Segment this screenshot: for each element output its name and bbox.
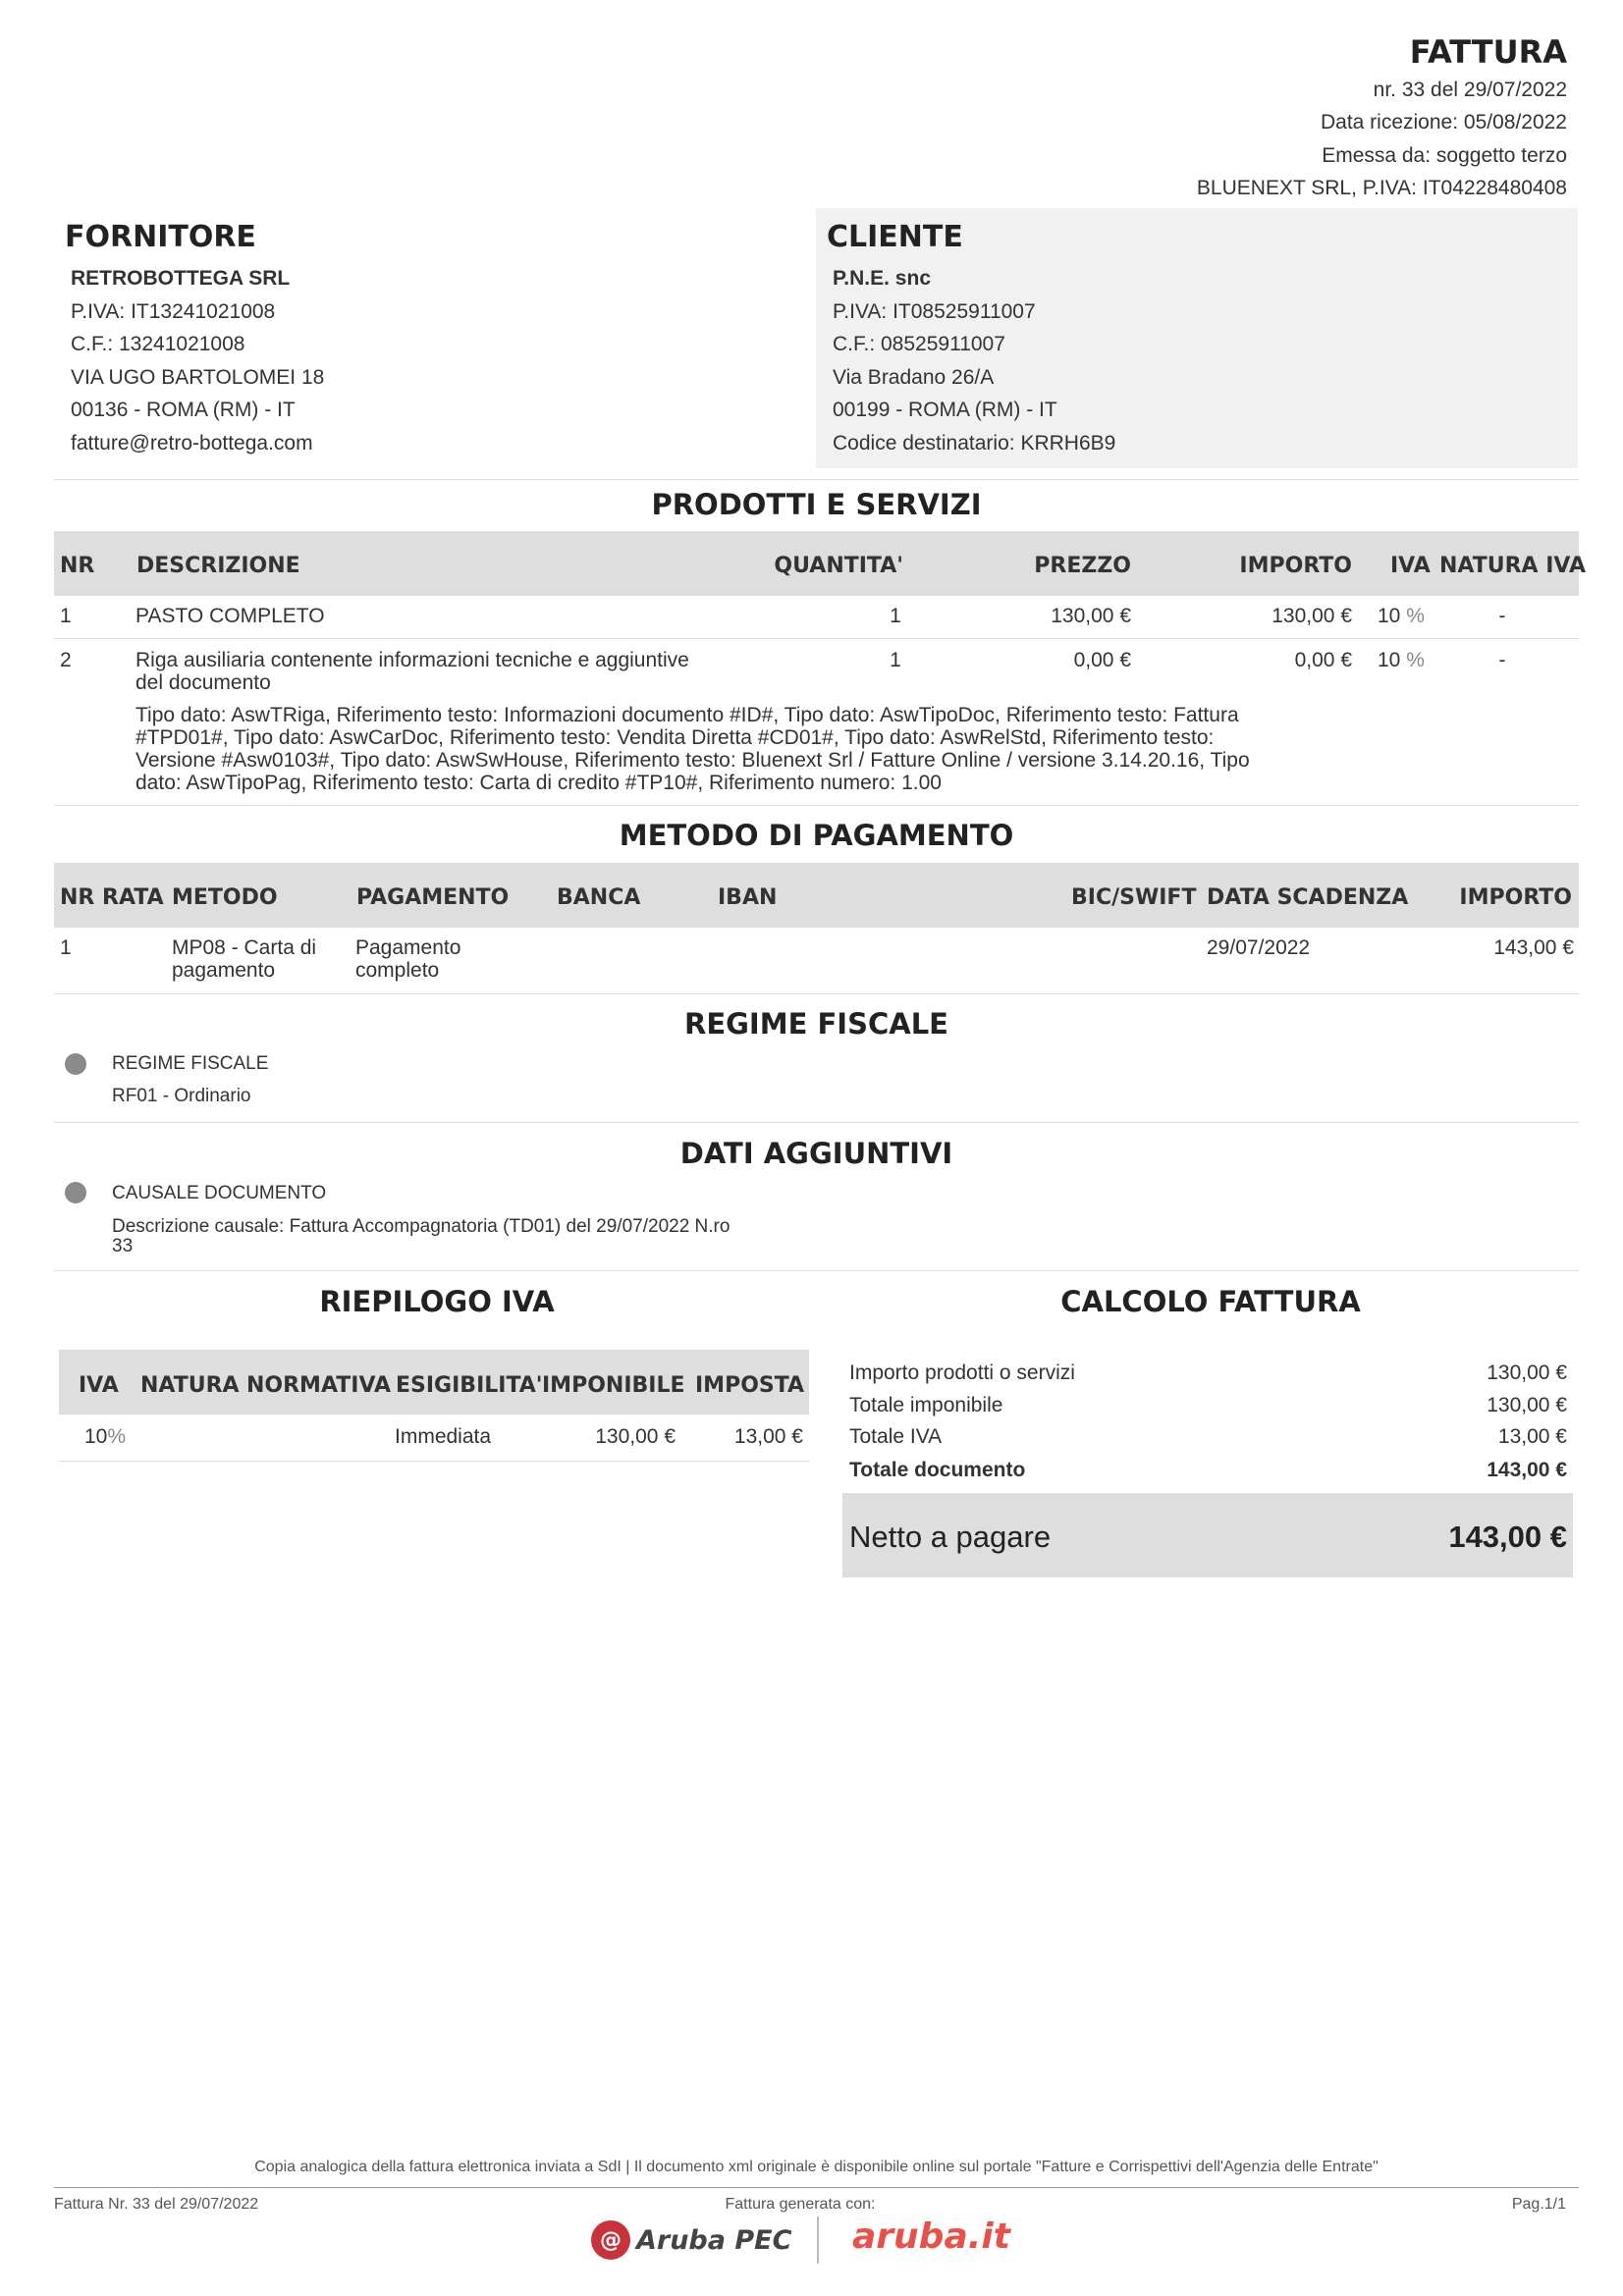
row-descrizione: Riga ausiliaria contenente informazioni tecniche e aggiuntive <box>135 649 689 671</box>
col-importo: IMPORTO <box>1239 554 1352 578</box>
col-bic-swift: BIC/SWIFT <box>1071 885 1197 910</box>
row-metodo: MP08 - Carta di <box>172 936 317 959</box>
netto-label: Netto a pagare <box>849 1520 1052 1554</box>
row-metodo-cont: pagamento <box>172 959 276 982</box>
fornitore-cf: C.F.: 13241021008 <box>71 333 245 355</box>
col-metodo: METODO <box>172 885 278 910</box>
row-iva <box>1378 605 1425 627</box>
row-details-line: dato: AswTipoPag, Riferimento testo: Carta di credito #TP10#, Riferimento numero: 1.00 <box>135 772 942 794</box>
row-prezzo: 130,00 € <box>1051 605 1131 627</box>
row-prezzo: 0,00 € <box>1073 649 1131 671</box>
bullet-icon <box>65 1182 86 1203</box>
pagamento-title: METODO DI PAGAMENTO <box>619 819 1014 852</box>
row-descrizione: PASTO COMPLETO <box>135 605 325 627</box>
issued-by: Emessa da: soggetto terzo <box>1322 144 1567 167</box>
col-normativa: NORMATIVA <box>246 1373 392 1398</box>
footer-invoice-ref: Fattura Nr. 33 del 29/07/2022 <box>54 2196 259 2213</box>
netto-value: 143,00 € <box>1448 1520 1567 1554</box>
cliente-piva: P.IVA: IT08525911007 <box>833 300 1036 323</box>
col-data-scadenza: DATA SCADENZA <box>1207 885 1409 910</box>
cliente-city: 00199 - ROMA (RM) - IT <box>833 399 1057 421</box>
issuer: BLUENEXT SRL, P.IVA: IT04228480408 <box>1196 177 1567 199</box>
causale-label: CAUSALE DOCUMENTO <box>112 1183 327 1203</box>
calc-label: Totale IVA <box>849 1425 943 1448</box>
aggiuntivi-title: DATI AGGIUNTIVI <box>679 1137 953 1170</box>
footer-note: Copia analogica della fattura elettronica inviata a SdI | Il documento xml originale è disponibile online sul portale "Fatture e Corrispettivi dell'Agenzia delle Entrate" <box>254 2159 1379 2175</box>
row-pagamento: Pagamento <box>355 936 461 959</box>
calc-label: Importo prodotti o servizi <box>849 1362 1075 1384</box>
col-banca: BANCA <box>557 885 641 910</box>
iva-value: 10 <box>84 1425 108 1448</box>
row-nr: 2 <box>60 649 72 671</box>
iva-value: 10 <box>1378 605 1401 627</box>
footer-divider <box>54 2187 1579 2188</box>
receipt-date: Data ricezione: 05/08/2022 <box>1320 111 1567 133</box>
row-quantita: 1 <box>890 649 901 671</box>
col-descrizione: DESCRIZIONE <box>136 554 300 578</box>
bullet-icon <box>65 1053 86 1075</box>
row-iva <box>84 1425 126 1448</box>
iva-value: 10 <box>1378 649 1401 671</box>
row-quantita: 1 <box>890 605 901 627</box>
col-iva: IVA <box>1390 554 1431 578</box>
regime-label: REGIME FISCALE <box>112 1053 269 1074</box>
logo-separator <box>817 2216 819 2264</box>
iva-percent: % <box>1406 649 1425 671</box>
regime-title: REGIME FISCALE <box>683 1007 948 1041</box>
col-imponibile: IMPONIBILE <box>542 1373 685 1398</box>
aruba-seal-icon: @ <box>591 2220 630 2260</box>
aruba-pec-logo <box>591 2220 791 2260</box>
invoice-number-date: nr. 33 del 29/07/2022 <box>1373 79 1567 101</box>
row-nr-rata: 1 <box>60 936 72 959</box>
row-details-line: Versione #Asw0103#, Tipo dato: AswSwHouse, Riferimento testo: Bluenext Srl / Fatture Online / versione 3.14.20.16, Tipo <box>135 749 1250 772</box>
row-imponibile: 130,00 € <box>595 1425 676 1448</box>
cliente-title: CLIENTE <box>827 220 963 254</box>
divider <box>54 1270 1579 1271</box>
col-quantita: QUANTITA' <box>774 554 903 578</box>
row-descrizione-cont: del documento <box>135 671 271 694</box>
cliente-cf: C.F.: 08525911007 <box>833 333 1005 355</box>
col-natura-iva: NATURA IVA <box>1439 554 1586 578</box>
calc-value: 130,00 € <box>1487 1362 1567 1384</box>
riepilogo-title: RIEPILOGO IVA <box>319 1285 555 1318</box>
fornitore-address: VIA UGO BARTOLOMEI 18 <box>71 366 325 389</box>
causale-value: Descrizione causale: Fattura Accompagnatoria (TD01) del 29/07/2022 N.ro <box>112 1216 730 1237</box>
calc-label: Totale imponibile <box>849 1394 1003 1416</box>
divider <box>54 993 1579 994</box>
document-title: FATTURA <box>1409 33 1567 71</box>
col-prezzo: PREZZO <box>1034 554 1131 578</box>
col-iban: IBAN <box>718 885 778 910</box>
col-importo: IMPORTO <box>1459 885 1572 910</box>
row-importo: 0,00 € <box>1294 649 1352 671</box>
calcolo-title: CALCOLO FATTURA <box>1060 1285 1361 1318</box>
row-details-line: #TPD01#, Tipo dato: AswCarDoc, Riferimento testo: Vendita Diretta #CD01#, Tipo dato: AswRelStd, Riferimento testo: <box>135 726 1215 749</box>
calc-value: 130,00 € <box>1487 1394 1567 1416</box>
row-pagamento-cont: completo <box>355 959 440 982</box>
row-nr: 1 <box>60 605 72 627</box>
col-iva: IVA <box>79 1373 119 1398</box>
col-nr: NR <box>60 554 95 578</box>
col-esigibilita: ESIGIBILITA' <box>396 1373 543 1398</box>
col-pagamento: PAGAMENTO <box>356 885 510 910</box>
row-scadenza: 29/07/2022 <box>1207 936 1311 959</box>
row-iva <box>1378 649 1425 671</box>
fornitore-city: 00136 - ROMA (RM) - IT <box>71 399 296 421</box>
col-natura: NATURA <box>140 1373 240 1398</box>
cliente-code: Codice destinatario: KRRH6B9 <box>833 432 1116 454</box>
fornitore-email: fatture@retro-bottega.com <box>71 432 313 454</box>
col-nr-rata: NR RATA <box>60 885 164 910</box>
row-imposta: 13,00 € <box>733 1425 803 1448</box>
fornitore-name: RETROBOTTEGA SRL <box>71 267 291 290</box>
causale-value-cont: 33 <box>112 1236 134 1256</box>
divider <box>54 1122 1579 1123</box>
aruba-pec-logo-text: Aruba PEC <box>636 2224 792 2256</box>
iva-percent: % <box>1406 605 1425 627</box>
calc-value: 13,00 € <box>1497 1425 1567 1448</box>
row-divider <box>54 638 1579 639</box>
regime-value: RF01 - Ordinario <box>112 1086 251 1106</box>
row-natura: - <box>1498 649 1506 671</box>
cliente-address: Via Bradano 26/A <box>833 366 995 389</box>
row-importo: 143,00 € <box>1493 936 1574 959</box>
row-natura: - <box>1498 605 1506 627</box>
cliente-name: P.N.E. snc <box>833 267 931 290</box>
calc-total-label: Totale documento <box>849 1459 1026 1481</box>
aruba-it-logo: aruba.it <box>852 2216 1010 2257</box>
prodotti-title: PRODOTTI E SERVIZI <box>651 488 982 521</box>
footer-generated-with: Fattura generata con: <box>725 2196 876 2213</box>
footer-page: Pag.1/1 <box>1511 2196 1566 2213</box>
col-imposta: IMPOSTA <box>695 1373 805 1398</box>
fornitore-piva: P.IVA: IT13241021008 <box>71 300 276 323</box>
row-importo: 130,00 € <box>1271 605 1352 627</box>
calc-total-value: 143,00 € <box>1487 1459 1567 1481</box>
row-divider <box>59 1461 809 1462</box>
iva-percent: % <box>107 1425 127 1448</box>
row-esigibilita: Immediata <box>395 1425 492 1448</box>
fornitore-title: FORNITORE <box>65 220 256 254</box>
row-details-line: Tipo dato: AswTRiga, Riferimento testo: Informazioni documento #ID#, Tipo dato: AswTipoDoc, Riferimento testo: Fattura <box>135 704 1239 726</box>
divider <box>54 479 1579 480</box>
divider <box>54 805 1579 806</box>
